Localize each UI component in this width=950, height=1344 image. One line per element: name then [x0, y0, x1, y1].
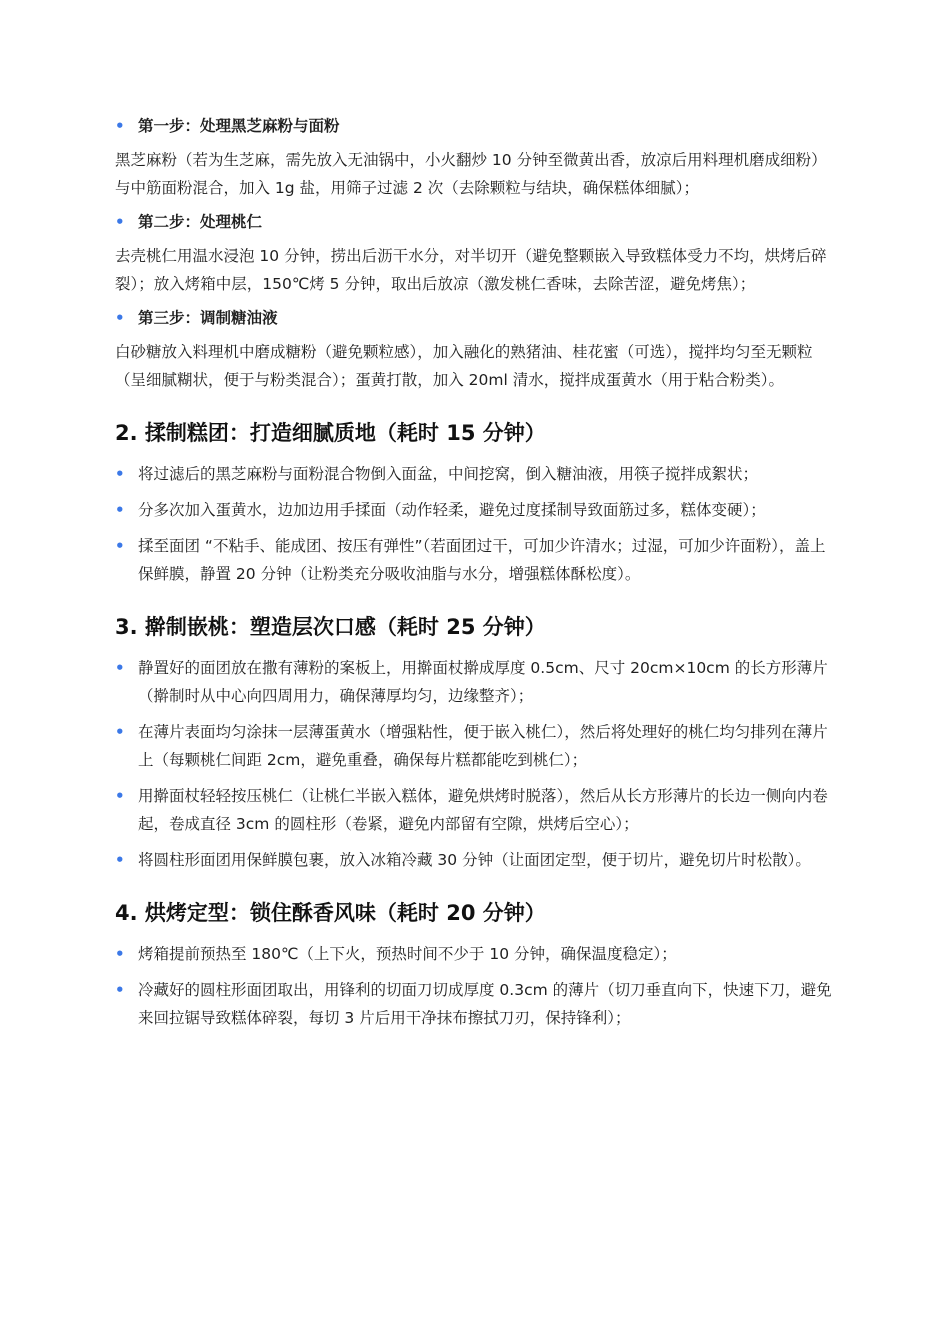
step-heading-text: 第一步：处理黑芝麻粉与面粉 — [138, 117, 340, 135]
section-title: 4. 烘烤定型：锁住酥香风味（耗时 20 分钟） — [115, 901, 546, 925]
list-item — [115, 718, 837, 774]
step-heading — [115, 112, 837, 140]
step-heading-text: 第三步：调制糖油液 — [138, 309, 278, 327]
list-item-text: 在薄片表面均匀涂抹一层薄蛋黄水（增强粘性，便于嵌入桃仁），然后将处理好的桃仁均匀排列在薄片上（每颗桃仁间距 2cm，避免重叠，确保每片糕都能吃到桃仁）； — [138, 723, 828, 769]
bullet-icon: • — [115, 309, 125, 327]
list-item — [115, 532, 837, 588]
section-title: 2. 揉制糕团：打造细腻质地（耗时 15 分钟） — [115, 421, 546, 445]
step-paragraph: 黑芝麻粉（若为生芝麻，需先放入无油锅中，小火翻炒 10 分钟至微黄出香，放凉后用料理机磨成细粉）与中筋面粉混合，加入 1g 盐，用筛子过滤 2 次（去除颗粒与结块，确保糕体细腻）； — [115, 151, 827, 197]
list-item-text: 烤箱提前预热至 180℃（上下火，预热时间不少于 10 分钟，确保温度稳定）； — [138, 945, 677, 963]
list-item-text: 静置好的面团放在撒有薄粉的案板上，用擀面杖擀成厚度 0.5cm、尺寸 20cm×10cm 的长方形薄片（擀制时从中心向四周用力，确保薄厚均匀，边缘整齐）； — [138, 659, 828, 705]
list-item-text: 分多次加入蛋黄水，边加边用手揉面（动作轻柔，避免过度揉制导致面筋过多，糕体变硬）； — [138, 501, 766, 519]
document-page — [115, 112, 837, 1040]
list-item-text: 将圆柱形面团用保鲜膜包裹，放入冰箱冷藏 30 分钟（让面团定型，便于切片，避免切片时松散）。 — [138, 851, 811, 869]
list-item-text: 用擀面杖轻轻按压桃仁（让桃仁半嵌入糕体，避免烘烤时脱落），然后从长方形薄片的长边一侧向内卷起，卷成直径 3cm 的圆柱形（卷紧，避免内部留有空隙，烘烤后空心）； — [138, 787, 828, 833]
list-item-text: 冷藏好的圆柱形面团取出，用锋利的切面刀切成厚度 0.3cm 的薄片（切刀垂直向下，快速下刀，避免来回拉锯导致糕体碎裂，每切 3 片后用干净抹布擦拭刀刃，保持锋利）； — [138, 981, 832, 1027]
bullet-icon: • — [115, 659, 125, 677]
step-heading — [115, 208, 837, 236]
list-item — [115, 976, 837, 1032]
list-item — [115, 496, 837, 524]
bullet-icon: • — [115, 723, 125, 741]
list-item — [115, 654, 837, 710]
list-item — [115, 846, 837, 874]
bullet-icon: • — [115, 945, 125, 963]
list-item — [115, 460, 837, 488]
list-item-text: 揉至面团 “不粘手、能成团、按压有弹性”（若面团过干，可加少许清水；过湿，可加少许面粉），盖上保鲜膜，静置 20 分钟（让粉类充分吸收油脂与水分，增强糕体酥松度）。 — [138, 537, 826, 583]
list-item-text: 将过滤后的黑芝麻粉与面粉混合物倒入面盆，中间挖窝，倒入糖油液，用筷子搅拌成絮状； — [138, 465, 759, 483]
bullet-icon: • — [115, 213, 125, 231]
section-title: 3. 擀制嵌桃：塑造层次口感（耗时 25 分钟） — [115, 615, 546, 639]
step-heading-text: 第二步：处理桃仁 — [138, 213, 263, 231]
bullet-icon: • — [115, 117, 125, 135]
bullet-icon: • — [115, 851, 125, 869]
list-item — [115, 782, 837, 838]
bullet-icon: • — [115, 981, 125, 999]
list-item — [115, 940, 837, 968]
bullet-icon: • — [115, 537, 125, 555]
step-paragraph: 去壳桃仁用温水浸泡 10 分钟，捞出后沥干水分，对半切开（避免整颗嵌入导致糕体受力不均，烘烤后碎裂）；放入烤箱中层，150℃烤 5 分钟，取出后放凉（激发桃仁香味，去除苦涩，避免烤焦）； — [115, 247, 827, 293]
bullet-icon: • — [115, 465, 125, 483]
bullet-icon: • — [115, 787, 125, 805]
step-heading — [115, 304, 837, 332]
bullet-icon: • — [115, 501, 125, 519]
step-paragraph: 白砂糖放入料理机中磨成糖粉（避免颗粒感），加入融化的熟猪油、桂花蜜（可选），搅拌均匀至无颗粒（呈细腻糊状，便于与粉类混合）；蛋黄打散，加入 20ml 清水，搅拌成蛋黄水（用于粘合粉类）。 — [115, 343, 813, 389]
